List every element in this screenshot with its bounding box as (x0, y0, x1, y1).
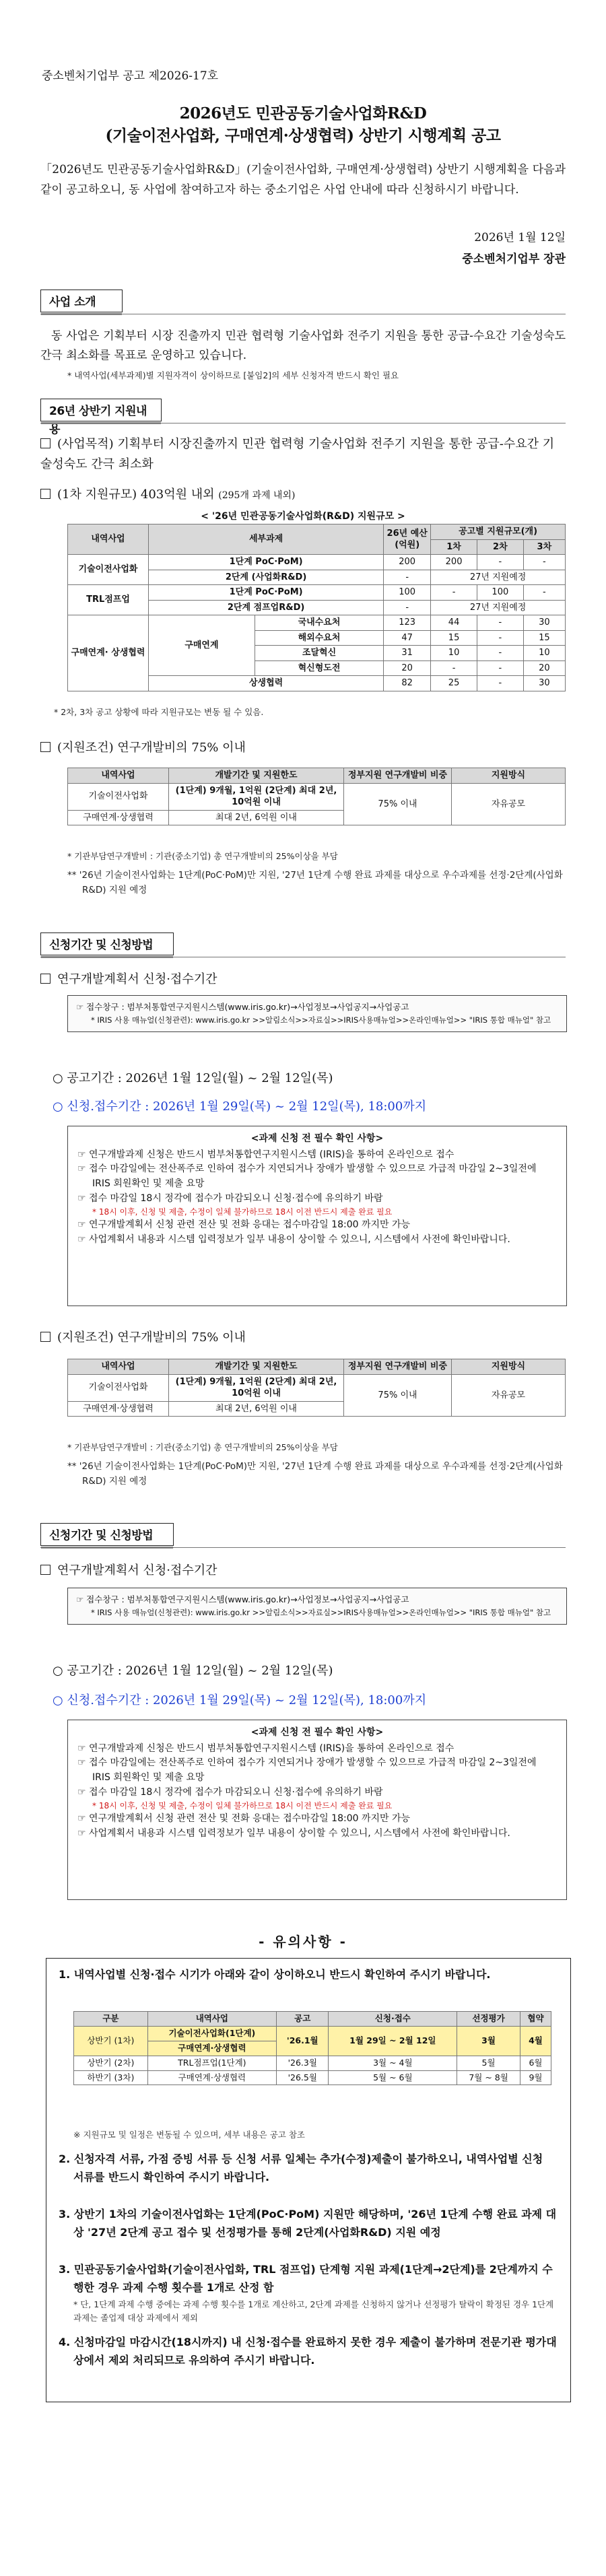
pre-check-box-repeat: <과제 신청 전 필수 확인 사항> ☞ 연구개발과제 신청은 반드시 범부처통합연구지원시스템 (IRIS)을 통하여 온라인으로 접수 ☞ 접수 마감일에는 전산폭주로 인하여 접수가 지연되거나 장애가 발생할 수 있으므로 가급적 마감일 2~3일전에 IRIS 회원확인 및 제출 요망 ☞ 접수 마감일 18시 정각에 접수가 마감되오니 신청·접수에 유의하기 바람 * 18시 이후, 신청 및 제출, 수정이 일체 불가하므로 18시 이전 반드시 제출 완료 필요 ☞ 연구개발계획서 신청 관련 전산 및 전화 응대는 접수마감일 18:00 까지만 가능 ☞ 사업계획서 내용과 시스템 입력정보가 일부 내용이 상이할 수 있으니, 시스템에서 사전에 확인바랍니다. (67, 1720, 567, 1900)
condition-note-1: * 기관부담연구개발비 : 기관(중소기업) 총 연구개발비의 25%이상을 부담 (67, 851, 338, 861)
apply-period-repeat: ○ 신청.접수기간 : 2026년 1월 29일(목) ~ 2월 12일(목), 18:00까지 (53, 1693, 427, 1707)
table-header: 개발기간 및 지원한도 (169, 1359, 344, 1375)
table-header: 내역사업 (68, 768, 169, 784)
pre-check-warning: * 18시 이후, 신청 및 제출, 수정이 일체 불가하므로 18시 이전 반드시 제출 완료 필요 (92, 1207, 393, 1217)
table-row: TRL점프업 1단계 PoC·PoM) 100 - 100 - (68, 585, 566, 601)
table-row: 하반기 (3차) 구매연계·상생협력 '26.5월 5월 ~ 6월 7월 ~ 8월 9월 (74, 2070, 551, 2085)
table-header: 26년 예산 (억원) (384, 524, 431, 555)
pre-check-item: ☞ 연구개발계획서 신청 관련 전산 및 전화 응대는 접수마감일 18:00 까지만 가능 (77, 1219, 411, 1231)
scale-value: 403억원 내외 (140, 487, 215, 502)
purpose-item (40, 434, 566, 474)
section-head-support: 26년 상반기 지원내용 (40, 399, 162, 421)
scale-label: (1차 지원규모) (57, 487, 137, 502)
table-row: 해외수요처 47 15 - 15 (68, 630, 566, 646)
condition-item (40, 738, 566, 758)
table-header: 지원방식 (452, 1359, 566, 1375)
table-header: 개발기간 및 지원한도 (169, 768, 344, 784)
condition-note-1: * 기관부담연구개발비 : 기관(중소기업) 총 연구개발비의 25%이상을 부담 (67, 1442, 338, 1452)
square-bullet-icon (40, 1565, 50, 1575)
square-bullet-icon (40, 742, 50, 752)
notice-number: 중소벤처기업부 공고 제2026-17호 (42, 69, 219, 83)
pre-check-item: ☞ 접수 마감일 18시 정각에 접수가 마감되오니 신청·접수에 유의하기 바람 (77, 1192, 383, 1204)
pre-check-item: ☞ 접수 마감일에는 전산폭주로 인하여 접수가 지연되거나 장애가 발생할 수 있으므로 가급적 마감일 2~3일전에 IRIS 회원확인 및 제출 요망 (77, 1163, 537, 1190)
table-row: 기술이전사업화 (1단계) 9개월, 1억원 (2단계) 최대 2년, 10억원 이내 75% 이내 자유공모 (68, 783, 566, 810)
table-header: 1차 (431, 539, 477, 555)
condition-table (67, 768, 566, 825)
intro-paragraph: 「2026년도 민관공동기술사업화R&D」(기술이전사업화, 구매연계·상생협력) 상반기 시행계획을 다음과 같이 공고하오니, 동 사업에 참여하고자 하는 중소기업은 사업 안내에 따라 신청하시기 바랍니다. (40, 163, 566, 197)
square-bullet-icon (40, 974, 50, 984)
caution-item-3: 3. 상반기 1차의 기술이전사업화는 1단계(PoC·PoM) 지원만 해당하며, '26년 1단계 수행 완료 과제 대상 '27년 2단계 공고 접수 및 선정평가를 통해 2단계(사업화R&D) 지원 예정 (59, 2208, 557, 2239)
table-header: 공고 (277, 2012, 329, 2027)
caution-item-5: 4. 신청마감일 마감시간(18시까지) 내 신청·접수를 완료하지 못한 경우 제출이 불가하며 전문기관 평가대상에서 제외 처리되므로 유의하여 주시기 바랍니다. (59, 2336, 557, 2367)
budget-table (67, 524, 566, 691)
purpose-label: (사업목적) (57, 437, 114, 451)
title-line-1: 2026년도 민관공동기술사업화R&D (179, 104, 427, 123)
caution-sub-note: * 단, 1단계 과제 수행 중에는 과제 수행 횟수를 1개로 계산하고, 2단계 과제를 신청하지 않거나 선정평가 탈락이 확정된 경우 1단계 과제는 졸업제 대상 과제에서 제외 (73, 2299, 554, 2323)
notice-period: ○ 공고기간 : 2026년 1월 12일(월) ~ 2월 12일(목) (53, 1071, 333, 1085)
page-title (0, 102, 606, 147)
submission-info-box-repeat: ☞ 접수창구 : 범부처통합연구지원시스템(www.iris.go.kr)→사업정보→사업공지→사업공고 * IRIS 사용 매뉴얼(신청관련): www.iris.go.kr >>알림소식>>자료실>>IRIS사용매뉴얼>>온라인매뉴얼>> "IRIS 통합 매뉴얼" 참고 (67, 1588, 567, 1625)
section-intro-note: * 내역사업(세부과제)별 지원자격이 상이하므로 [붙임2]의 세부 신청자격 반드시 확인 필요 (67, 370, 399, 380)
notice-period-repeat: ○ 공고기간 : 2026년 1월 12일(월) ~ 2월 12일(목) (53, 1664, 333, 1678)
table-header: 구분 (74, 2012, 148, 2027)
pre-check-item: ☞ 연구개발과제 신청은 반드시 범부처통합연구지원시스템 (IRIS)을 통하여 온라인으로 접수 (77, 1149, 454, 1160)
pre-check-item: ☞ 사업계획서 내용과 시스템 입력정보가 일부 내용이 상이할 수 있으니, 시스템에서 사전에 확인바랍니다. (77, 1234, 510, 1246)
submission-info-box (67, 995, 567, 1032)
section-head-apply: 신청기간 및 신청방법 (40, 933, 174, 955)
condition-table-repeat (67, 1359, 566, 1417)
schedule-note: ※ 지원규모 및 일정은 변동될 수 있으며, 세부 내용은 공고 참조 (73, 2130, 305, 2140)
table-header: 지원방식 (452, 768, 566, 784)
table-row: 2단계 (사업화R&D) - 27년 지원예정 (68, 570, 566, 585)
square-bullet-icon (40, 1332, 50, 1342)
iris-manual-note: * IRIS 사용 매뉴얼(신청관련): www.iris.go.kr >>알림소식>>자료실>>IRIS사용매뉴얼>>온라인매뉴얼>> "IRIS 통합 매뉴얼" 참고 (91, 1015, 551, 1025)
apply-item: 연구개발계획서 신청·접수기간 (40, 970, 566, 990)
section-intro-body: 동 사업은 기획부터 시장 진출까지 민관 협력형 기술사업화 전주기 지원을 통한 공급-수요간 기술성숙도 간극 최소화를 목표로 운영하고 있습니다. (40, 329, 566, 362)
table-row: 기술이전사업화 1단계 PoC·PoM) 200 200 - - (68, 555, 566, 570)
caution-box (46, 1958, 571, 2402)
table-header: 선정평가 (457, 2012, 520, 2027)
table-header: 신청·접수 (329, 2012, 457, 2027)
section-head-intro: 사업 소개 (40, 290, 123, 312)
pre-check-box (67, 1126, 567, 1306)
pre-check-title: <과제 신청 전 필수 확인 사항> (250, 1133, 384, 1144)
scale-note: (295개 과제 내외) (218, 490, 296, 501)
submission-window: ☞ 접수창구 : 범부처통합연구지원시스템(www.iris.go.kr)→사업정보→사업공지→사업공고 (76, 1002, 409, 1012)
condition-text: 연구개발비의 75% 이내 (117, 741, 246, 755)
condition-item-repeat: (지원조건) 연구개발비의 75% 이내 (40, 1328, 566, 1348)
table-header: 세부과제 (149, 524, 384, 555)
table-row: 상생협력 82 25 - 30 (68, 676, 566, 691)
apply-item-repeat: 연구개발계획서 신청·접수기간 (40, 1561, 566, 1581)
table-row: 혁신형도전 20 - - 20 (68, 660, 566, 676)
table-row: 구매연계·상생협력 (74, 2041, 551, 2056)
section-rule (40, 1547, 566, 1548)
budget-table-caption: < '26년 민관공동기술사업화(R&D) 지원규모 > (201, 511, 405, 522)
condition-note-2: ** '26년 기술이전사업화는 1단계(PoC·PoM)만 지원, '27년 1단계 수행 완료 과제를 대상으로 우수과제를 선정·2단계(사업화R&D) 지원 예정 (67, 870, 563, 895)
caution-item-1: 1. 내역사업별 신청·접수 시기가 아래와 같이 상이하오니 반드시 확인하여 주시기 바랍니다. (59, 1968, 491, 1981)
table-header: 내역사업 (68, 1359, 169, 1375)
condition-label: (지원조건) (57, 741, 114, 755)
table-row: 기술이전사업화 (1단계) 9개월, 1억원 (2단계) 최대 2년, 10억원 이내 75% 이내 자유공모 (68, 1374, 566, 1401)
condition-note-2: ** '26년 기술이전사업화는 1단계(PoC·PoM)만 지원, '27년 1단계 수행 완료 과제를 대상으로 우수과제를 선정·2단계(사업화R&D) 지원 예정 (67, 1461, 563, 1487)
caution-item-4: 3. 민관공동기술사업화(기술이전사업화, TRL 점프업) 단계형 지원 과제(1단계→2단계)를 2단계까지 수행한 경우 과제 수행 횟수를 1개로 산정 함 (59, 2263, 553, 2295)
caution-item-2: 2. 신청자격 서류, 가점 증빙 서류 등 신청 서류 일체는 추가(수정)제출이 불가하오니, 내역사업별 신청 서류를 반드시 확인하여 주시기 바랍니다. (59, 2153, 543, 2184)
table-header: 정부지원 연구개발비 비중 (344, 1359, 452, 1375)
table-row: 구매연계· 상생협력 구매연계 국내수요처 123 44 - 30 (68, 615, 566, 631)
table-row: 상반기 (1차) 기술이전사업화(1단계) '26.1월 1월 29일 ~ 2월 12일 3월 4월 (74, 2026, 551, 2041)
table-row: 구매연계·상생협력 최대 2년, 6억원 이내 (68, 810, 566, 825)
table-header: 협약 (520, 2012, 551, 2027)
purpose-text: 기획부터 시장진출까지 민관 협력형 기술사업화 전주기 지원을 통한 공급-수요간 기술성숙도 간극 최소화 (40, 437, 555, 471)
section-head-apply-repeat: 신청기간 및 신청방법 (40, 1523, 174, 1546)
title-line-2: (기술이전사업화, 구매연계·상생협력) 상반기 시행계획 공고 (105, 127, 501, 145)
table-row: 구매연계·상생협력 최대 2년, 6억원 이내 (68, 1401, 566, 1417)
square-bullet-icon (40, 438, 50, 448)
scale-item (40, 485, 566, 505)
table-row: 조달혁신 31 10 - 10 (68, 646, 566, 661)
table-row: 상반기 (2차) TRL점프업(1단계) '26.3월 3월 ~ 4월 5월 6월 (74, 2056, 551, 2070)
table-header: 3차 (523, 539, 565, 555)
table-header: 2차 (477, 539, 523, 555)
table-row: 2단계 점프업R&D) - 27년 지원예정 (68, 600, 566, 615)
issuing-org: 중소벤처기업부 장관 (462, 252, 566, 266)
table-header: 내역사업 (147, 2012, 276, 2027)
table-header: 내역사업 (68, 524, 149, 555)
table-header: 공고별 지원규모(개) (431, 524, 566, 540)
budget-table-note: * 2차, 3차 공고 상황에 따라 지원규모는 변동 될 수 있음. (54, 707, 264, 717)
table-header: 정부지원 연구개발비 비중 (344, 768, 452, 784)
schedule-table (73, 2011, 551, 2085)
notice-date: 2026년 1월 12일 (474, 231, 566, 244)
apply-period: ○ 신청.접수기간 : 2026년 1월 29일(목) ~ 2월 12일(목), 18:00까지 (53, 1099, 427, 1114)
square-bullet-icon (40, 489, 50, 499)
caution-title: - 유의사항 - (259, 1934, 347, 1950)
